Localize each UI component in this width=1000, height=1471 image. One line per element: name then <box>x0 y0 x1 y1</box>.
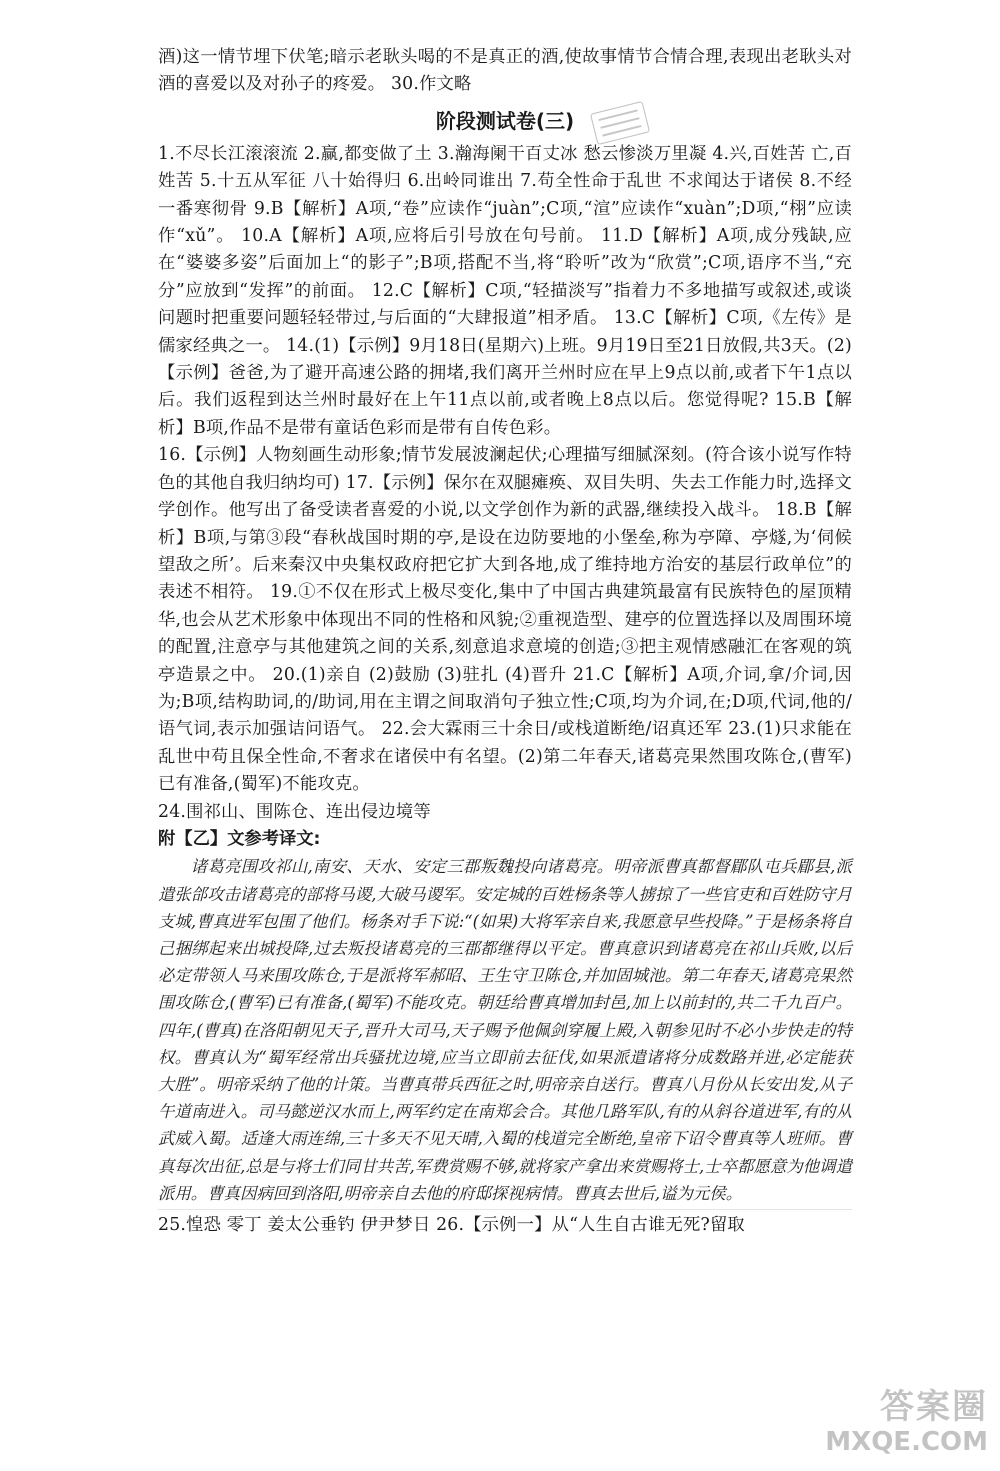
answers-block-1: 1.不尽长江滚滚流 2.赢,都变做了土 3.瀚海阑干百丈冰 愁云惨淡万里凝 4.兴,百姓苦 亡,百姓苦 5.十五从军征 八十始得归 6.出岭同谁出 7.苟全性命于乱世 不求闻达于诸侯 8.不经一番寒彻骨 9.B【解析】A项,“卷”应读作“juàn”;C项,“渲”应读作“xuàn”;D项,“栩”应读作“xǔ”。 10.A【解析】A项,应将后引号放在句号前。 11.D【解析】A项,成分残缺,应在“婆婆多姿”后面加上“的影子”;B项,搭配不当,将“聆听”改为“欣赏”;C项,语序不当,“充分”应放到“发挥”的前面。 12.C【解析】C项,“轻描淡写”指着力不多地描写或叙述,或谈问题时把重要问题轻轻带过,与后面的“大肆报道”相矛盾。 13.C【解析】C项,《左传》是儒家经典之一。 14.(1)【示例】9月18日(星期六)上班。9月19日至21日放假,共3天。(2)【示例】爸爸,为了避开高速公路的拥堵,我们离开兰州时应在早上9点以前,或者下午1点以后。我们返程到达兰州时最好在上午11点以前,或者晚上8点以后。您觉得呢? 15.B【解析】B项,作品不是带有童话色彩而是带有自传色彩。 <box>158 143 852 438</box>
stamp-icon <box>590 101 650 145</box>
document-page <box>158 44 852 1239</box>
translation-text: 诸葛亮围攻祁山,南安、天水、安定三郡叛魏投向诸葛亮。明帝派曹真都督郿队屯兵郿县,派遣张郃攻击诸葛亮的部将马谡,大破马谡军。安定城的百姓杨条等人掳掠了一些官吏和百姓防守月支城,曹真进军包围了他们。杨条对手下说:“(如果)大将军亲自来,我愿意早些投降。”于是杨条将自己捆绑起来出城投降,过去叛投诸葛亮的三郡都继得以平定。曹真意识到诸葛亮在祁山兵败,以后必定带领人马来围攻陈仓,于是派将军郝昭、王生守卫陈仓,并加固城池。第二年春天,诸葛亮果然围攻陈仓,(曹军)已有准备,(蜀军)不能攻克。朝廷给曹真增加封邑,加上以前封的,共二千九百户。四年,(曹真)在洛阳朝见天子,晋升大司马,天子赐予他佩剑穿履上殿,入朝参见时不必小步快走的特权。曹真认为“蜀军经常出兵骚扰边境,应当立即前去征伐,如果派遣诸将分成数路并进,必定能获大胜”。明帝采纳了他的计策。当曹真带兵西征之时,明帝亲自送行。曹真八月份从长安出发,从子午道南进入。司马懿逆汉水而上,两军约定在南郑会合。其他几路军队,有的从斜谷道进军,有的从武威入蜀。适逢大雨连绵,三十多天不见天晴,入蜀的栈道完全断绝,皇帝下诏令曹真等人班师。曹真每次出征,总是与将士们同甘共苦,军费赏赐不够,就将家产拿出来赏赐将士,士卒都愿意为他调遣派用。曹真因病回到洛阳,明帝亲自去他的府邸探视病情。曹真去世后,谥为元侯。 <box>158 857 852 1203</box>
section-title: 阶段测试卷(三) <box>435 108 575 133</box>
watermark-logo-text: 答案圈 <box>880 1387 988 1427</box>
section-title-wrap <box>158 105 852 137</box>
watermark-url-text: MXQE.COM <box>825 1427 988 1457</box>
appendix-heading: 附【乙】文参考译文: <box>158 828 321 849</box>
answers-block-3: 24.围祁山、围陈仓、连出侵边境等 <box>158 801 431 822</box>
previous-answer-tail: 酒)这一情节埋下伏笔;暗示老耿头喝的不是真正的酒,使故事情节合情合理,表现出老耿头对酒的喜爱以及对孙子的疼爱。 30.作文略 <box>158 47 852 95</box>
answers-block-4: 25.惶恐 零丁 姜太公垂钓 伊尹梦日 26.【示例一】从“人生自古谁无死?留取 <box>158 1215 745 1236</box>
site-watermark <box>798 1387 988 1465</box>
divider <box>158 1209 852 1210</box>
answers-block-2: 16.【示例】人物刻画生动形象;情节发展波澜起伏;心理描写细腻深刻。(符合该小说写作特色的其他自我归纳均可) 17.【示例】保尔在双腿瘫痪、双目失明、失去工作能力时,选择文学创作。他写出了备受读者喜爱的小说,以文学创作为新的武器,继续投入战斗。 18.B【解析】B项,与第③段“春秋战国时期的亭,是设在边防要地的小堡垒,称为亭障、亭燧,为‘伺候望敌之所’。后来秦汉中央集权政府把它扩大到各地,成了维持地方治安的基层行政单位”的表述不相符。 19.①不仅在形式上极尽变化,集中了中国古典建筑最富有民族特色的屋顶精华,也会从艺术形象中体现出不同的性格和风貌;②重视造型、建亭的位置选择以及周围环境的配置,注意亭与其他建筑之间的关系,刻意追求意境的创造;③把主观情感融汇在客观的筑亭造景之中。 20.(1)亲自 (2)鼓励 (3)驻扎 (4)晋升 21.C【解析】A项,介词,拿/介词,因为;B项,结构助词,的/助词,用在主谓之间取消句子独立性;C项,均为介词,在;D项,代词,他的/语气词,表示加强诘问语气。 22.会大霖雨三十余日/或栈道断绝/诏真还军 23.(1)只求能在乱世中苟且保全性命,不奢求在诸侯中有名望。(2)第二年春天,诸葛亮果然围攻陈仓,(曹军)已有准备,(蜀军)不能攻克。 <box>158 445 852 795</box>
